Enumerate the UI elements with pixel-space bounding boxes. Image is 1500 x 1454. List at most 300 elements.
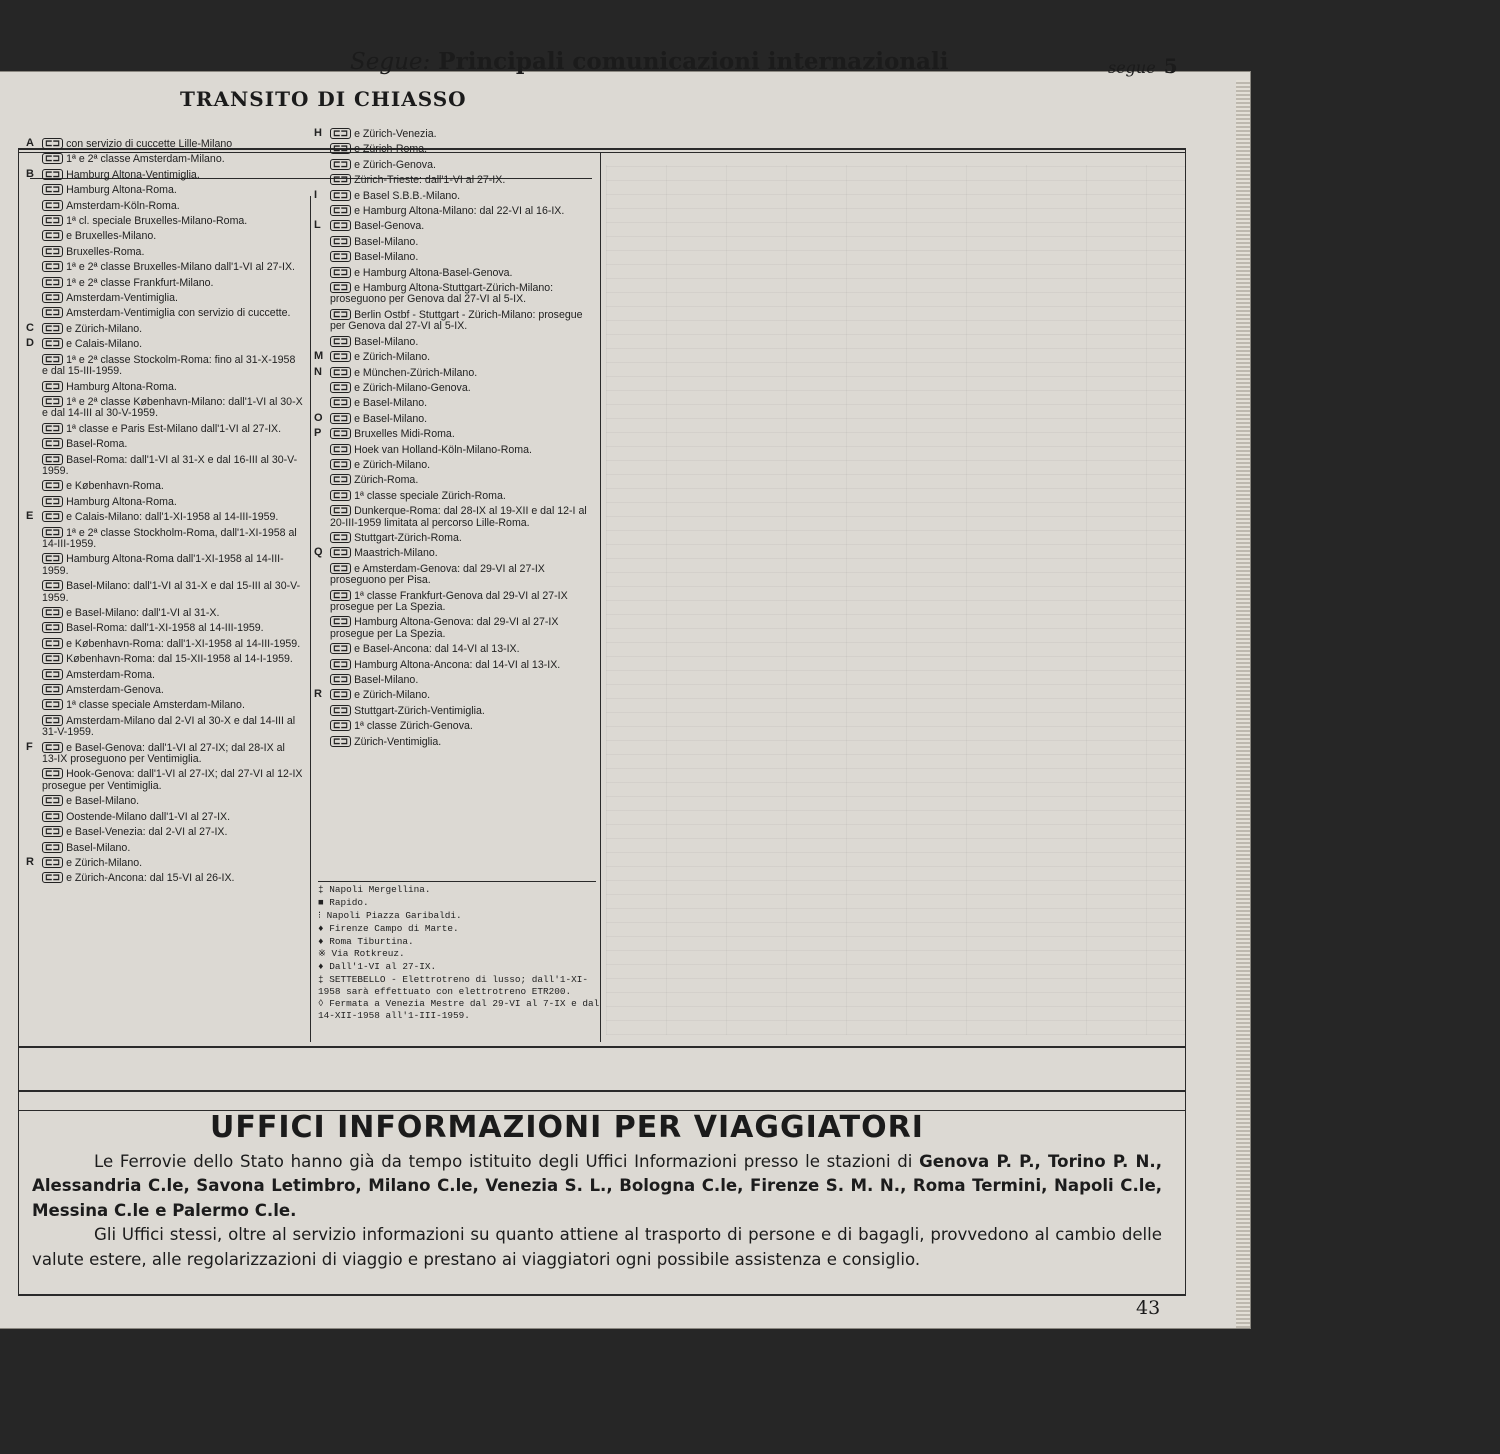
service-line	[28, 715, 303, 739]
train-car-icon: ⊏⊐	[330, 309, 351, 320]
service-text: e Zürich-Milano-Genova.	[354, 381, 471, 394]
service-line	[28, 230, 303, 242]
train-car-icon: ⊏⊐	[42, 527, 63, 538]
group-letter: L	[314, 219, 321, 232]
service-line	[316, 336, 598, 348]
train-car-icon: ⊏⊐	[330, 143, 351, 154]
note-item: ‡ Napoli Mergellina.	[318, 884, 431, 895]
service-group	[28, 742, 303, 854]
service-line	[316, 309, 598, 333]
service-text: e Basel-Genova: dall'1-VI al 27-IX; dal 28-IX al 13-IX proseguono per Ventimiglia.	[42, 741, 285, 766]
service-text: 1ª classe Frankfurt-Genova dal 29-VI al 27-IX prosegue per La Spezia.	[330, 589, 568, 613]
service-group	[28, 323, 303, 335]
service-line	[316, 159, 598, 171]
service-line	[316, 505, 598, 529]
service-text: Basel-Milano.	[354, 674, 419, 687]
group-letter: H	[314, 127, 322, 139]
service-line	[28, 338, 303, 350]
service-line	[316, 367, 598, 379]
service-text: e Hamburg Altona-Basel-Genova.	[354, 266, 513, 279]
group-letter: O	[314, 411, 323, 424]
note-item: ‡ SETTEBELLO - Elettrotreno di lusso; dall'1-XI-1958 sarà effettuato con elettrotreno ETR200.	[318, 974, 589, 997]
service-text: 1ª classe Zürich-Genova.	[354, 720, 473, 733]
service-text: Amsterdam-Genova.	[66, 684, 164, 697]
service-group	[28, 169, 303, 320]
service-text: 1ª e 2ª classe Stockolm-Roma: fino al 31-X-1958 e dal 15-III-1959.	[42, 353, 296, 378]
service-line	[316, 547, 598, 559]
service-text: Hamburg Altona-Genova: dal 29-VI al 27-IX prosegue per La Spezia.	[330, 616, 559, 640]
service-line	[316, 128, 598, 140]
notes-rule	[318, 881, 596, 882]
note-item: ■ Rapido.	[318, 896, 369, 908]
service-text: Basel-Milano.	[66, 841, 131, 854]
service-text: e Hamburg Altona-Stuttgart-Zürich-Milano: proseguono per Genova dal 27-VI al 5-IX.	[330, 282, 554, 306]
service-line	[316, 736, 598, 748]
train-car-icon: ⊏⊐	[42, 699, 63, 710]
train-car-icon: ⊏⊐	[330, 413, 351, 424]
service-text: 1ª classe speciale Zürich-Roma.	[354, 489, 506, 502]
service-text: e Basel-Milano.	[66, 795, 140, 808]
train-car-icon: ⊏⊐	[330, 459, 351, 470]
service-line	[28, 653, 303, 665]
service-text: Bruxelles-Roma.	[66, 245, 145, 258]
group-letter: I	[314, 188, 318, 201]
service-text: Zürich-Roma.	[354, 474, 419, 487]
header-right	[1108, 54, 1178, 78]
service-group	[316, 351, 598, 363]
note-item: ♦ Dall'1-VI al 27-IX.	[318, 961, 437, 973]
train-car-icon: ⊏⊐	[330, 336, 351, 347]
service-text: e Zürich-Milano.	[354, 351, 431, 364]
service-group	[316, 428, 598, 544]
service-group	[316, 220, 598, 348]
train-car-icon: ⊏⊐	[42, 277, 63, 288]
train-car-icon: ⊏⊐	[330, 563, 351, 574]
service-line	[28, 842, 303, 854]
train-car-icon: ⊏⊐	[42, 580, 63, 591]
service-text: 1ª cl. speciale Bruxelles-Milano-Roma.	[66, 215, 248, 228]
service-group	[316, 128, 598, 187]
service-text: Hamburg Altona-Roma dall'1-XI-1958 al 14-III-1959.	[42, 553, 284, 577]
service-line	[316, 236, 598, 248]
train-car-icon: ⊏⊐	[330, 159, 351, 170]
service-line	[316, 220, 598, 232]
note-item: ◊ Fermata a Venezia Mestre dal 29-VI al 7-IX e dal 14-XII-1958 all'1-III-1959.	[318, 998, 600, 1021]
service-line	[28, 638, 303, 650]
service-line	[28, 669, 303, 681]
service-text: Maastrich-Milano.	[354, 547, 438, 560]
train-car-icon: ⊏⊐	[42, 622, 63, 633]
train-car-icon: ⊏⊐	[330, 190, 351, 201]
train-car-icon: ⊏⊐	[42, 454, 63, 465]
train-car-icon: ⊏⊐	[42, 742, 63, 753]
train-car-icon: ⊏⊐	[42, 872, 63, 883]
service-text: Hamburg Altona-Ancona: dal 14-VI al 13-IX.	[354, 658, 561, 671]
service-line	[28, 292, 303, 304]
service-text: 1ª e 2ª classe Amsterdam-Milano.	[66, 153, 225, 166]
train-car-icon: ⊏⊐	[42, 323, 63, 334]
service-text: Amsterdam-Ventimiglia con servizio di cuccette.	[66, 307, 291, 320]
group-letter: A	[26, 137, 34, 149]
service-text: Amsterdam-Roma.	[66, 668, 155, 681]
service-line	[28, 323, 303, 335]
group-letter: M	[314, 350, 324, 363]
uffici-top-rule	[18, 1090, 1186, 1092]
service-text: e München-Zürich-Milano.	[354, 366, 478, 379]
service-text: 1ª e 2ª classe Frankfurt-Milano.	[66, 276, 214, 289]
service-line	[316, 267, 598, 279]
train-car-icon: ⊏⊐	[42, 423, 63, 434]
group-letter: R	[314, 688, 322, 701]
service-text: Basel-Genova.	[354, 220, 425, 233]
service-text: Bruxelles Midi-Roma.	[354, 428, 455, 441]
service-text: Stuttgart-Zürich-Roma.	[354, 531, 462, 544]
train-car-icon: ⊏⊐	[42, 169, 63, 180]
service-line	[316, 351, 598, 363]
train-car-icon: ⊏⊐	[42, 292, 63, 303]
train-car-icon: ⊏⊐	[42, 381, 63, 392]
header-table-number: 5	[1163, 54, 1178, 78]
train-car-icon: ⊏⊐	[42, 768, 63, 779]
service-line	[316, 490, 598, 502]
train-car-icon: ⊏⊐	[330, 351, 351, 362]
column-divider	[600, 152, 601, 1042]
train-car-icon: ⊏⊐	[330, 705, 351, 716]
service-text: 1ª e 2ª classe Bruxelles-Milano dall'1-VI al 27-IX.	[66, 261, 295, 274]
service-text: e Zürich-Milano.	[354, 689, 431, 702]
table-bottom-rule	[18, 1046, 1186, 1048]
service-text: Amsterdam-Ventimiglia.	[66, 292, 178, 305]
service-line	[28, 768, 303, 792]
train-car-icon: ⊏⊐	[330, 590, 351, 601]
service-text: Basel-Roma.	[66, 438, 128, 451]
service-text: 1ª e 2ª classe København-Milano: dall'1-VI al 30-X e dal 14-III al 30-V-1959.	[42, 395, 303, 420]
service-line	[28, 246, 303, 258]
service-text: e Hamburg Altona-Milano: dal 22-VI al 16-IX.	[354, 205, 565, 218]
service-text: Basel-Roma: dall'1-XI-1958 al 14-III-1959.	[66, 622, 264, 635]
service-group	[316, 689, 598, 748]
service-line	[28, 307, 303, 319]
service-group	[316, 367, 598, 410]
train-car-icon: ⊏⊐	[42, 153, 63, 164]
service-line	[28, 454, 303, 478]
service-line	[28, 381, 303, 393]
train-car-icon: ⊏⊐	[330, 382, 351, 393]
train-car-icon: ⊏⊐	[330, 282, 351, 293]
group-letter: B	[26, 167, 34, 180]
service-line	[316, 397, 598, 409]
train-car-icon: ⊏⊐	[330, 397, 351, 408]
service-line	[28, 872, 303, 884]
service-line	[28, 511, 303, 523]
service-group	[28, 511, 303, 739]
train-car-icon: ⊏⊐	[330, 532, 351, 543]
train-car-icon: ⊏⊐	[42, 653, 63, 664]
service-line	[28, 684, 303, 696]
service-line	[28, 553, 303, 577]
service-text: Zürich-Ventimiglia.	[354, 735, 442, 748]
service-line	[28, 607, 303, 619]
train-car-icon: ⊏⊐	[330, 367, 351, 378]
left-column	[28, 138, 303, 888]
service-group	[28, 338, 303, 508]
group-letter: E	[26, 510, 34, 523]
service-text: e Zürich-Genova.	[354, 158, 436, 171]
service-line	[28, 169, 303, 181]
train-car-icon: ⊏⊐	[42, 354, 63, 365]
service-text: e Basel S.B.B.-Milano.	[354, 189, 461, 202]
note-item: ⁝ Napoli Piazza Garibaldi.	[318, 909, 462, 921]
service-text: e Basel-Venezia: dal 2-VI al 27-IX.	[66, 826, 228, 839]
train-car-icon: ⊏⊐	[330, 205, 351, 216]
service-group	[28, 138, 303, 166]
train-car-icon: ⊏⊐	[330, 505, 351, 516]
train-car-icon: ⊏⊐	[42, 338, 63, 349]
service-text: e Calais-Milano.	[66, 338, 143, 351]
service-line	[28, 396, 303, 420]
service-text: e Zürich-Milano.	[66, 322, 143, 335]
service-text: e Zürich-Milano.	[354, 458, 431, 471]
train-car-icon: ⊏⊐	[42, 184, 63, 195]
service-text: e København-Roma.	[66, 480, 164, 493]
service-line	[28, 742, 303, 766]
service-line	[316, 190, 598, 202]
service-line	[316, 474, 598, 486]
service-text: Oostende-Milano dall'1-VI al 27-IX.	[66, 810, 231, 823]
train-car-icon: ⊏⊐	[42, 669, 63, 680]
header-segue: Segue:	[350, 49, 431, 75]
service-line	[316, 444, 598, 456]
train-car-icon: ⊏⊐	[42, 607, 63, 618]
service-line	[316, 282, 598, 306]
train-car-icon: ⊏⊐	[330, 736, 351, 747]
service-text: Stuttgart-Zürich-Ventimiglia.	[354, 704, 485, 717]
train-car-icon: ⊏⊐	[42, 638, 63, 649]
train-car-icon: ⊏⊐	[42, 438, 63, 449]
section-title: TRANSITO DI CHIASSO	[180, 87, 467, 111]
show-through-timetable	[606, 165, 1186, 1035]
service-text: Hoek van Holland-Köln-Milano-Roma.	[354, 443, 532, 456]
service-text: e Amsterdam-Genova: dal 29-VI al 27-IX proseguono per Pisa.	[330, 562, 545, 587]
service-line	[316, 413, 598, 425]
service-text: Hamburg Altona-Ventimiglia.	[66, 168, 200, 181]
service-line	[316, 659, 598, 671]
uffici-paragraph-2: Gli Uffici stessi, oltre al servizio informazioni su quanto attiene al trasporto di persone e di bagagli, provvedono al cambio delle valute estere, alle regolarizzazioni di viaggio e prestano ai viaggiatori ogni possibile assistenza e consiglio.	[32, 1225, 1162, 1269]
train-car-icon: ⊏⊐	[42, 684, 63, 695]
train-car-icon: ⊏⊐	[42, 480, 63, 491]
train-car-icon: ⊏⊐	[330, 547, 351, 558]
service-text: e Basel-Ancona: dal 14-VI al 13-IX.	[354, 643, 520, 656]
service-text: e Basel-Milano: dall'1-VI al 31-X.	[66, 607, 220, 619]
group-letter: P	[314, 427, 322, 440]
train-car-icon: ⊏⊐	[42, 553, 63, 564]
uffici-paragraph-1	[32, 1150, 1162, 1223]
service-text: Berlin Ostbf - Stuttgart - Zürich-Milano: prosegue per Genova dal 27-VI al 5-IX.	[330, 308, 583, 333]
service-text: e Zürich-Roma.	[354, 143, 428, 156]
service-text: e Bruxelles-Milano.	[66, 230, 157, 243]
service-line	[28, 138, 303, 150]
frame-left	[18, 150, 19, 1296]
service-text: 1ª classe e Paris Est-Milano dall'1-VI al 27-IX.	[66, 422, 282, 435]
uffici-p1-stations: Genova P. P., Torino P. N., Alessandria C.le, Savona Letimbro, Milano C.le, Venezia S. L., Bologna C.le, Firenze S. M. N., Roma Termini, Napoli C.le, Messina C.le e Palermo C.le.	[32, 1152, 1162, 1220]
train-car-icon: ⊏⊐	[42, 857, 63, 868]
train-car-icon: ⊏⊐	[330, 444, 351, 455]
service-line	[316, 382, 598, 394]
service-line	[28, 580, 303, 604]
train-car-icon: ⊏⊐	[42, 396, 63, 407]
train-car-icon: ⊏⊐	[42, 715, 63, 726]
group-letter: N	[314, 365, 322, 378]
service-text: Dunkerque-Roma: dal 28-IX al 19-XII e dal 12-I al 20-III-1959 limitata al percorso Lille-Roma.	[330, 505, 587, 529]
service-line	[316, 532, 598, 544]
train-car-icon: ⊏⊐	[330, 659, 351, 670]
header-title-text: Principali comunicazioni internazionali	[438, 48, 949, 75]
service-line	[28, 480, 303, 492]
service-line	[316, 705, 598, 717]
service-line	[28, 527, 303, 551]
train-car-icon: ⊏⊐	[42, 511, 63, 522]
service-line	[28, 622, 303, 634]
group-letter: R	[26, 855, 34, 868]
train-car-icon: ⊏⊐	[42, 496, 63, 507]
service-text: e Calais-Milano: dall'1-XI-1958 al 14-III-1959.	[66, 511, 279, 524]
service-text: Hamburg Altona-Roma.	[66, 184, 177, 197]
train-car-icon: ⊏⊐	[330, 267, 351, 278]
service-group	[316, 190, 598, 218]
service-line	[28, 153, 303, 165]
service-text: Basel-Milano: dall'1-VI al 31-X e dal 15-III al 30-V-1959.	[42, 580, 301, 604]
service-text: Hook-Genova: dall'1-VI al 27-IX; dal 27-VI al 12-IX prosegue per Ventimiglia.	[42, 768, 303, 792]
train-car-icon: ⊏⊐	[42, 826, 63, 837]
notes-list	[318, 884, 600, 1023]
service-line	[28, 261, 303, 273]
right-column	[316, 128, 598, 751]
service-line	[28, 699, 303, 711]
train-car-icon: ⊏⊐	[42, 795, 63, 806]
train-car-icon: ⊏⊐	[42, 230, 63, 241]
service-text: con servizio di cuccette Lille-Milano	[66, 138, 233, 150]
service-text: Basel-Roma: dall'1-VI al 31-X e dal 16-III al 30-V-1959.	[42, 453, 298, 477]
group-letter: D	[26, 337, 34, 350]
service-line	[316, 674, 598, 686]
train-car-icon: ⊏⊐	[42, 811, 63, 822]
train-car-icon: ⊏⊐	[330, 236, 351, 247]
service-line	[28, 277, 303, 289]
train-car-icon: ⊏⊐	[42, 842, 63, 853]
note-item: ※ Via Rotkreuz.	[318, 948, 405, 960]
service-line	[28, 438, 303, 450]
train-car-icon: ⊏⊐	[42, 261, 63, 272]
service-text: Hamburg Altona-Roma.	[66, 495, 177, 508]
train-car-icon: ⊏⊐	[330, 220, 351, 231]
train-car-icon: ⊏⊐	[330, 128, 351, 139]
service-line	[28, 496, 303, 508]
service-line	[316, 689, 598, 701]
group-letter: F	[26, 740, 33, 753]
service-text: e Basel-Milano.	[354, 412, 428, 425]
train-car-icon: ⊏⊐	[42, 138, 63, 149]
service-text: e Zürich-Milano.	[66, 856, 143, 869]
train-car-icon: ⊏⊐	[330, 251, 351, 262]
header-segue-right: segue	[1108, 58, 1156, 77]
train-car-icon: ⊏⊐	[330, 720, 351, 731]
page-number: 43	[1136, 1297, 1161, 1319]
service-text: e Zürich-Ancona: dal 15-VI al 26-IX.	[66, 872, 235, 885]
service-line	[28, 857, 303, 869]
train-car-icon: ⊏⊐	[42, 307, 63, 318]
train-car-icon: ⊏⊐	[330, 428, 351, 439]
service-line	[28, 200, 303, 212]
service-line	[316, 720, 598, 732]
service-line	[316, 205, 598, 217]
service-line	[316, 643, 598, 655]
train-car-icon: ⊏⊐	[330, 689, 351, 700]
service-group	[316, 413, 598, 425]
service-line	[28, 795, 303, 807]
page-edges	[1236, 80, 1250, 1328]
service-text: e Zürich-Venezia.	[354, 128, 437, 140]
service-text: Amsterdam-Köln-Roma.	[66, 199, 180, 212]
group-letter: C	[26, 321, 34, 334]
service-line	[316, 428, 598, 440]
train-car-icon: ⊏⊐	[42, 200, 63, 211]
train-car-icon: ⊏⊐	[42, 246, 63, 257]
uffici-p1-text: Le Ferrovie dello Stato hanno già da tempo istituito degli Uffici Informazioni presso le stazioni di	[94, 1152, 913, 1171]
train-car-icon: ⊏⊐	[330, 474, 351, 485]
train-car-icon: ⊏⊐	[42, 215, 63, 226]
service-line	[316, 563, 598, 587]
service-text: Basel-Milano.	[354, 251, 419, 264]
service-line	[316, 174, 598, 186]
service-text: Basel-Milano.	[354, 235, 419, 248]
service-line	[28, 811, 303, 823]
train-car-icon: ⊏⊐	[330, 174, 351, 185]
service-text: Hamburg Altona-Roma.	[66, 380, 177, 393]
service-line	[316, 251, 598, 263]
train-car-icon: ⊏⊐	[330, 616, 351, 627]
service-line	[28, 826, 303, 838]
service-line	[28, 215, 303, 227]
service-text: e Basel-Milano.	[354, 397, 428, 410]
train-car-icon: ⊏⊐	[330, 490, 351, 501]
service-text: 1ª e 2ª classe Stockholm-Roma, dall'1-XI-1958 al 14-III-1959.	[42, 526, 297, 550]
note-item: ♦ Roma Tiburtina.	[318, 935, 414, 947]
service-text: København-Roma: dal 15-XII-1958 al 14-I-1959.	[66, 653, 293, 666]
uffici-body	[32, 1150, 1162, 1272]
service-line	[316, 459, 598, 471]
service-line	[28, 423, 303, 435]
service-line	[316, 143, 598, 155]
service-line	[316, 616, 598, 640]
uffici-title: UFFICI INFORMAZIONI PER VIAGGIATORI	[210, 1110, 924, 1145]
group-letter: Q	[314, 546, 323, 559]
service-line	[316, 590, 598, 614]
service-line	[28, 354, 303, 378]
header-title	[350, 48, 948, 75]
service-text: 1ª classe speciale Amsterdam-Milano.	[66, 699, 245, 712]
service-text: Amsterdam-Milano dal 2-VI al 30-X e dal 14-III al 31-V-1959.	[42, 714, 296, 739]
service-text: Zürich-Trieste: dall'1-VI al 27-IX.	[354, 174, 506, 187]
page-header	[0, 48, 1200, 82]
service-group	[316, 547, 598, 686]
column-divider-inner	[310, 196, 311, 1042]
note-item: ♦ Firenze Campo di Marte.	[318, 922, 459, 934]
train-car-icon: ⊏⊐	[330, 643, 351, 654]
service-text: e København-Roma: dall'1-XI-1958 al 14-III-1959.	[66, 637, 301, 650]
bottom-rule	[18, 1294, 1186, 1296]
service-line	[28, 184, 303, 196]
train-car-icon: ⊏⊐	[330, 674, 351, 685]
